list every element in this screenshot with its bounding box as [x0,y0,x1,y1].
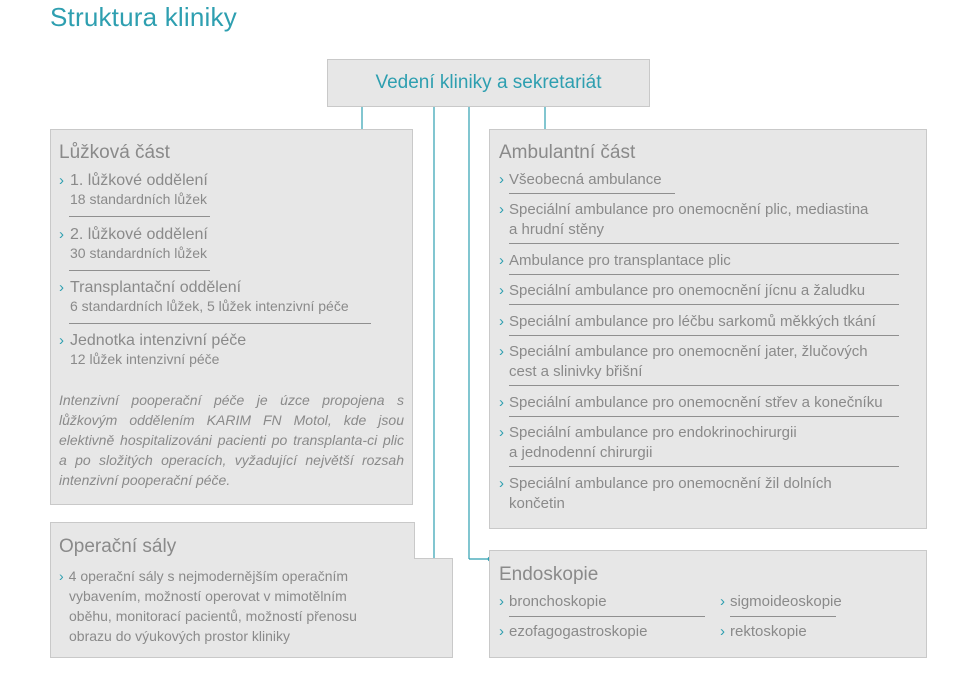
inpatient-item-3: › Transplantační oddělení 6 standardních lůžek, 5 lůžek intenzivní péče [59,279,349,314]
inpatient-item-1: › 1. lůžkové oddělení 18 standardních lůžek [59,172,208,207]
endoscopy-title: Endoskopie [499,564,599,585]
chevron-right-icon: › [499,313,504,330]
divider [509,385,899,386]
outpatient-item: › Speciální ambulance pro onemocnění žil dolních končetin [499,475,832,512]
chevron-right-icon: › [59,568,64,584]
outpatient-item: › Všeobecná ambulance [499,171,662,188]
chevron-right-icon: › [59,172,64,189]
inpatient-item-2: › 2. lůžkové oddělení 30 standardních lůžek [59,226,208,261]
chevron-right-icon: › [720,593,725,610]
chevron-right-icon: › [499,252,504,269]
management-box [327,59,650,107]
outpatient-item: › Ambulance pro transplantace plic [499,252,731,269]
chevron-right-icon: › [499,475,504,492]
divider [509,335,899,336]
divider [69,323,371,324]
divider [69,216,210,217]
inpatient-note: Intenzivní pooperační péče je úzce propojena s lůžkovým oddělením KARIM FN Motol, kde jsou elektivně hospitalizováni pacienti po transplanta-ci plic a po složitých operacích, vyžadující největší rozsah intenzivní pooperační péče. [59,392,404,488]
chevron-right-icon: › [59,279,64,296]
chevron-right-icon: › [499,623,504,640]
operating-rooms-title: Operační sály [59,536,177,557]
management-label: Vedení kliniky a sekretariát [375,72,602,93]
endoscopy-item: › bronchoskopie [499,593,607,610]
divider [509,616,705,617]
chevron-right-icon: › [59,226,64,243]
chevron-right-icon: › [499,201,504,218]
divider [509,466,899,467]
endoscopy-item: › sigmoideoskopie [720,593,842,610]
outpatient-item: › Speciální ambulance pro onemocnění plic, mediastina a hrudní stěny [499,201,869,238]
outpatient-title: Ambulantní část [499,142,636,163]
endoscopy-item: › rektoskopie [720,623,807,640]
chevron-right-icon: › [499,424,504,441]
chevron-right-icon: › [720,623,725,640]
divider [509,416,899,417]
chevron-right-icon: › [499,343,504,360]
outpatient-item: › Speciální ambulance pro endokrinochirurgii a jednodenní chirurgii [499,424,797,461]
chevron-right-icon: › [499,171,504,188]
outpatient-item: › Speciální ambulance pro onemocnění jater, žlučových cest a slinivky břišní [499,343,868,380]
page-title: Struktura kliniky [50,2,237,32]
divider [69,270,210,271]
operating-rooms-text: › 4 operační sály s nejmodernějším operačním vybavením, možností operovat v mimotělním oběhu, monitorací pacientů, možností přenosu obrazu do výukových prostor kliniky [59,568,357,644]
endoscopy-item: › ezofagogastroskopie [499,623,648,640]
divider [509,304,899,305]
inpatient-title: Lůžková část [59,142,170,163]
chevron-right-icon: › [499,593,504,610]
box-edge [414,558,453,559]
outpatient-item: › Speciální ambulance pro onemocnění jícnu a žaludku [499,282,866,299]
divider [509,243,899,244]
outpatient-item: › Speciální ambulance pro onemocnění střev a konečníku [499,394,883,411]
divider [509,193,675,194]
divider [730,616,836,617]
inpatient-item-4: › Jednotka intenzivní péče 12 lůžek intenzivní péče [59,332,247,367]
chevron-right-icon: › [59,332,64,349]
chevron-right-icon: › [499,282,504,299]
outpatient-item: › Speciální ambulance pro léčbu sarkomů měkkých tkání [499,313,876,330]
chevron-right-icon: › [499,394,504,411]
divider [509,274,899,275]
